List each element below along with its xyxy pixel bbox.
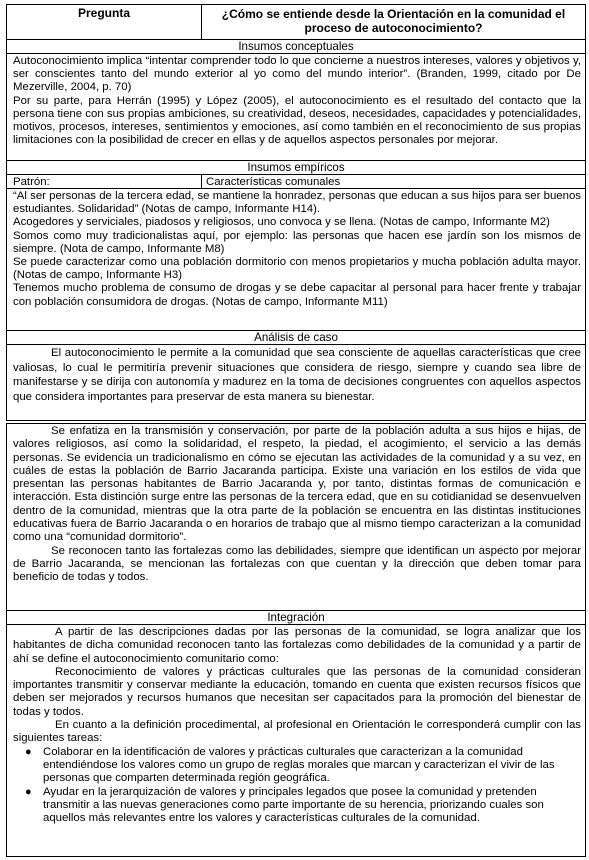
bullet-icon: ●: [25, 745, 32, 758]
analisis-body: [7, 345, 585, 405]
task-text: Colaborar en la identificación de valores y prácticas culturales que caracterizan a la comunidad entendiéndose los valores como un grupo de reglas morales que marcan y caracterizan el vivir de las personas que comparten determinada región geográfica.: [43, 745, 555, 785]
section-title-insumos-conceptuales: Insumos conceptuales: [7, 40, 585, 54]
integration-paragraph-1: A partir de las descripciones dadas por las personas de la comunidad, se logra analizar que los habitantes de dicha comunidad reconocen tanto las fortalezas como debilidades de la comunidad y a partir de ahí se define el autoconocimiento comunitario como:: [13, 626, 581, 665]
field-note-quote: Tenemos mucho problema de consumo de drogas y se debe capacitar al personal para hacer frente y trabajar con población consumidora de drogas. (Notas de campo, Informante M11): [13, 282, 581, 308]
task-list-item: [13, 746, 581, 786]
bullet-icon: ●: [25, 785, 32, 798]
field-note-quote: Somos como muy tradicionalistas aquí, por ejemplo: las personas que hacen ese jardín son los mismos de siempre. (Nota de campo, Informante M8): [13, 229, 581, 255]
question-text-line-2: proceso de autoconocimiento?: [304, 21, 483, 35]
conceptual-paragraph-2: Por su parte, para Herrán (1995) y López (2005), el autoconocimiento es el resultado del contacto que la persona tiene con sus propias ambiciones, su creatividad, deseos, necesidades, capacidades y potencialidades, motivos, procesos, intereses, sentimientos y emociones, así como también en el reconocimiento de sus propias limitaciones con la posibilidad de crecer en ellas y de aquellos aspectos personales por mejorar.: [13, 94, 581, 147]
pattern-label: Patrón:: [7, 175, 202, 188]
section-title-analisis: Análisis de caso: [7, 331, 585, 345]
question-header-row: [7, 5, 585, 40]
question-text: [202, 5, 585, 39]
analysis-table-part-2: [6, 423, 586, 857]
conceptual-paragraph-1: Autoconocimiento implica “intentar comprender todo lo que concierne a nuestros intereses, valores y objetivos y, ser conscientes tanto del mundo exterior al yo como del mundo interior”. (Branden, 1999, citado por De Mezerville, 2004, p. 70): [13, 55, 581, 94]
question-label: Pregunta: [7, 5, 202, 39]
analysis-paragraph-3: Se reconocen tanto las fortalezas como las debilidades, siempre que identifican un aspecto por mejorar de Barrio Jacaranda, se mencionan las fortalezas con que cuentan y la dirección que deben tomar para beneficio de todas y todos.: [13, 544, 581, 584]
analysis-paragraph-1: El autoconocimiento le permite a la comunidad que sea consciente de aquellas características que cree valiosas, lo cual le permitiría prevenir situaciones que considera de riesgo, siempre y cuando sea libre de manifestarse y se dirija con autonomía y madurez en la toma de decisiones congruentes con aquellos aspectos que considera importantes para preservar de esta manera su bienestar.: [13, 347, 581, 403]
task-text: Ayudar en la jerarquización de valores y principales legados que posee la comunidad y pretenden transmitir a las nuevas generaciones como parte importante de su herencia, priorizando cuales son aquellos más relevantes entre los valores y características culturales de la comunidad.: [43, 785, 544, 825]
analisis-continued-body: [7, 424, 585, 611]
analysis-table-part-1: [6, 4, 586, 421]
pattern-value: Características comunales: [206, 176, 341, 188]
analysis-paragraph-2: Se enfatiza en la transmisión y conservación, por parte de la población adulta a sus hijos e hijas, de valores religiosos, así como la solidaridad, el respeto, la piedad, el acogimiento, el servicio a las demás personas. Se evidencia un tradicionalismo en cómo se ejecutan las actividades de la comunidad y a su vez, en cuáles de estas la población de Barrio Jacaranda participa. Existe una variación en los estilos de vida que presentan las personas habitantes de Barrio Jacaranda y, por tanto, distintas formas de comunicación e interacción. Esta distinción surge entre las personas de la tercera edad, que en su cotidianidad se desenvuelven dentro de la comunidad, mientras que la otra parte de la población se encuentra en las distintas instituciones educativas fuera de Barrio Jacaranda o en horarios de trabajo que al mismo tiempo caracterizan a la comunidad como una “comunidad dormitorio”.: [13, 425, 581, 544]
task-list-item: [13, 786, 581, 826]
question-text-line-1: ¿Cómo se entiende desde la Orientación en la comunidad el: [221, 7, 566, 21]
section-title-insumos-empiricos: Insumos empíricos: [7, 161, 585, 175]
integracion-body: [7, 625, 585, 826]
insumos-conceptuales-body: [7, 54, 585, 161]
pattern-row: [7, 175, 585, 189]
field-note-quote: Se puede caracterizar como una población dormitorio con menos propietarios y mucha población adulta mayor. (Notas de campo, Informante H3): [13, 256, 581, 282]
insumos-empiricos-body: [7, 189, 585, 331]
field-note-quote: “Al ser personas de la tercera edad, se mantiene la honradez, personas que educan a sus hijos para ser buenos estudiantes. Solidaridad” (Notas de campo, Informante H14).: [13, 190, 581, 216]
section-title-integracion: Integración: [7, 611, 585, 625]
field-note-quote: Acogedores y serviciales, piadosos y religiosos, uno convoca y se llena. (Notas de campo, Informante M2): [13, 216, 550, 229]
integration-paragraph-3: En cuanto a la definición procedimental, al profesional en Orientación le corresponderá cumplir con las siguientes tareas:: [13, 719, 581, 745]
integration-paragraph-2: Reconocimiento de valores y prácticas culturales que las personas de la comunidad consideran importantes transmitir y conservar mediante la educación, tomando en cuenta que existen recursos físicos que deben ser mejorados y recursos humanos que necesitan ser capacitados para la promoción del bienestar de todas y todos.: [13, 665, 581, 718]
task-list: [13, 746, 581, 826]
